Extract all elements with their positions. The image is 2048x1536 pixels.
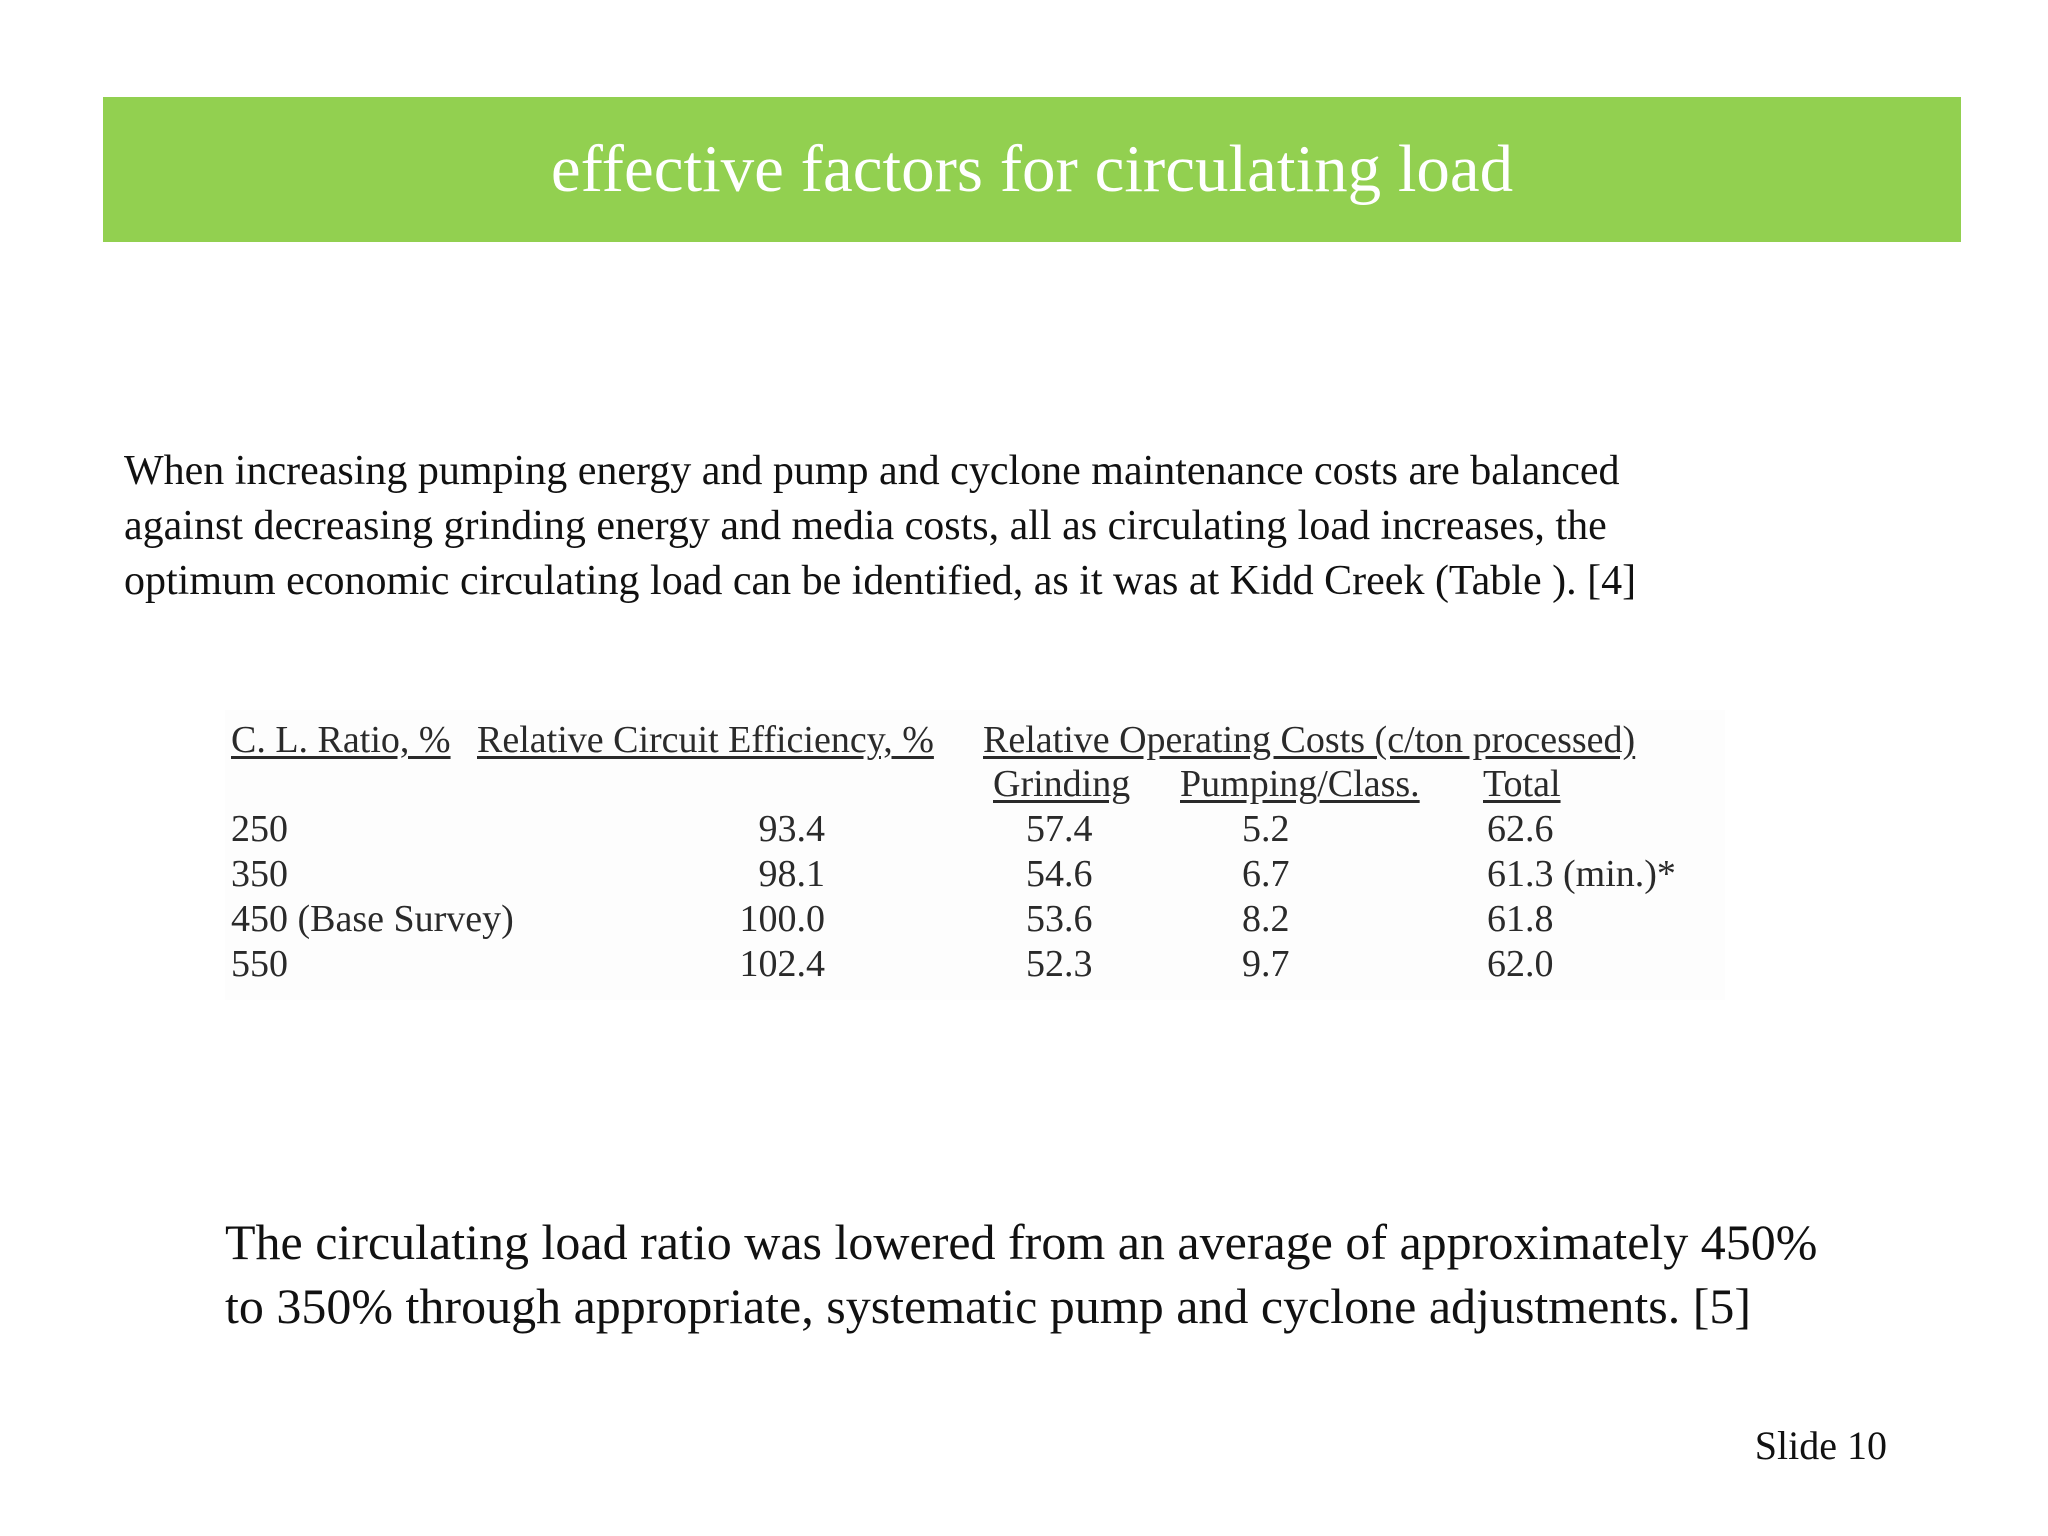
conclusion-line: to 350% through appropriate, systematic pump and cyclone adjustments. [5] (225, 1278, 1752, 1334)
cell-grinding: 54.6 (1026, 853, 1093, 895)
intro-line: When increasing pumping energy and pump and cyclone maintenance costs are balanced (124, 448, 1620, 494)
cell-grinding: 52.3 (1026, 943, 1093, 985)
cell-total: 61.8 (1487, 898, 1554, 940)
header-pumping: Pumping/Class. (1180, 763, 1420, 805)
cell-pumping: 8.2 (1242, 898, 1290, 940)
intro-line: optimum economic circulating load can be identified, as it was at Kidd Creek (Table ). [4] (124, 558, 1637, 604)
cell-cl-ratio: 250 (231, 808, 288, 850)
cell-efficiency: 93.4 (758, 808, 825, 850)
cell-total: 62.0 (1487, 943, 1554, 985)
slide-title: effective factors for circulating load (550, 132, 1514, 206)
cell-cl-ratio: 450 (Base Survey) (231, 898, 514, 940)
cell-efficiency: 100.0 (739, 898, 825, 940)
cell-total: 61.3 (min.)* (1487, 853, 1676, 895)
cell-efficiency: 102.4 (739, 943, 825, 985)
cell-pumping: 9.7 (1242, 943, 1290, 985)
header-operating-costs: Relative Operating Costs (c/ton processed) (983, 719, 1636, 761)
header-efficiency: Relative Circuit Efficiency, % (477, 719, 934, 761)
cell-efficiency: 98.1 (758, 853, 825, 895)
conclusion-line: The circulating load ratio was lowered from an average of approximately 450% (225, 1214, 1818, 1270)
cell-total: 62.6 (1487, 808, 1554, 850)
header-grinding: Grinding (993, 763, 1131, 805)
header-total: Total (1483, 763, 1561, 805)
header-cl-ratio: C. L. Ratio, % (231, 719, 451, 761)
cell-cl-ratio: 350 (231, 853, 288, 895)
cell-grinding: 57.4 (1026, 808, 1093, 850)
intro-line: against decreasing grinding energy and media costs, all as circulating load increases, the (124, 503, 1607, 549)
cell-pumping: 5.2 (1242, 808, 1290, 850)
circulating-load-table (225, 710, 1725, 1000)
slide-number: Slide 10 (1754, 1423, 1887, 1468)
cell-pumping: 6.7 (1242, 853, 1290, 895)
cell-cl-ratio: 550 (231, 943, 288, 985)
title-bar (103, 97, 1961, 242)
cell-grinding: 53.6 (1026, 898, 1093, 940)
conclusion-paragraph (225, 1210, 2005, 1338)
intro-paragraph (124, 444, 1924, 609)
